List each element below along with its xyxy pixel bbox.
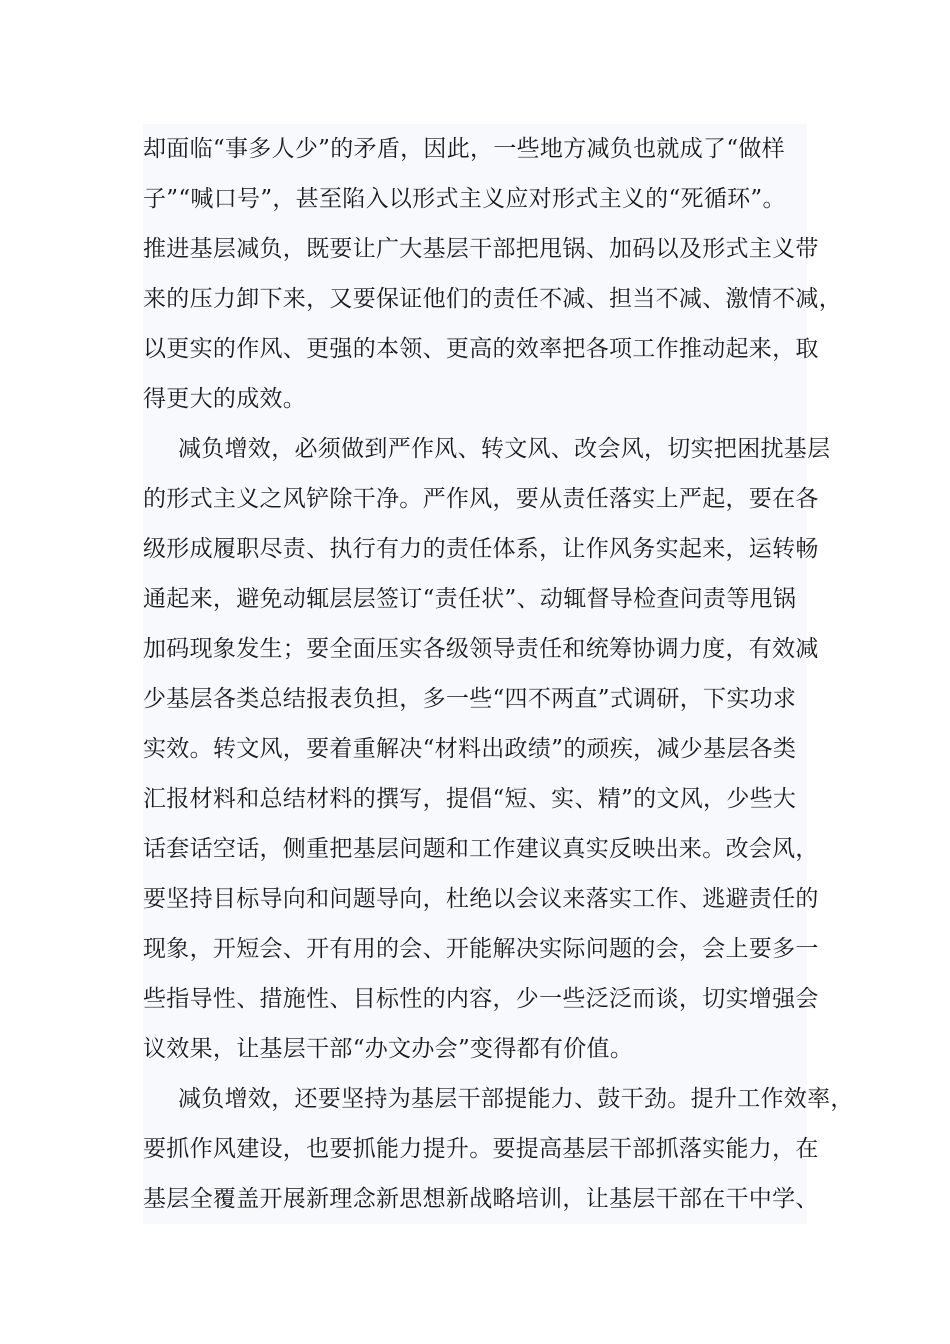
- text-line: 的形式主义之风铲除干净。严作风，要从责任落实上严起，要在各: [143, 486, 819, 512]
- text-line: 实效。转文风，要着重解决“材料出政绩”的顽疾，减少基层各类: [143, 736, 797, 762]
- text-line: 议效果，让基层干部“办文办会”变得都有价值。: [143, 1036, 634, 1062]
- text-line: 加码现象发生；要全面压实各级领导责任和统筹协调力度，有效减: [143, 636, 819, 662]
- text-line: 来的压力卸下来，又要保证他们的责任不减、担当不减、激情不减，: [143, 286, 842, 312]
- text-line: 话套话空话，侧重把基层问题和工作建议真实反映出来。改会风，: [143, 836, 819, 862]
- text-line: 通起来，避免动辄层层签订“责任状”、动辄督导检查问责等甩锅: [143, 586, 797, 612]
- text-line: 级形成履职尽责、执行有力的责任体系，让作风务实起来，运转畅: [143, 536, 819, 562]
- text-line: 减负增效，必须做到严作风、转文风、改会风，切实把困扰基层: [178, 436, 831, 462]
- text-line: 要坚持目标导向和问题导向，杜绝以会议来落实工作、逃避责任的: [143, 886, 819, 912]
- text-line: 得更大的成效。: [143, 386, 307, 412]
- text-line: 减负增效，还要坚持为基层干部提能力、鼓干劲。提升工作效率，: [178, 1086, 854, 1112]
- text-line: 现象，开短会、开有用的会、开能解决实际问题的会，会上要多一: [143, 936, 819, 962]
- text-line: 些指导性、措施性、目标性的内容，少一些泛泛而谈，切实增强会: [143, 986, 819, 1012]
- text-line: 要抓作风建设，也要抓能力提升。要提高基层干部抓落实能力，在: [143, 1136, 819, 1162]
- text-line: 以更实的作风、更强的本领、更高的效率把各项工作推动起来，取: [143, 336, 819, 362]
- text-line: 基层全覆盖开展新理念新思想新战略培训，让基层干部在干中学、: [143, 1186, 819, 1212]
- text-line: 子”“喊口号”，甚至陷入以形式主义应对形式主义的“死循环”。: [143, 186, 786, 212]
- text-line: 少基层各类总结报表负担，多一些“四不两直”式调研，下实功求: [143, 686, 797, 712]
- document-body: [143, 124, 854, 1224]
- text-line: 推进基层减负，既要让广大基层干部把甩锅、加码以及形式主义带: [143, 236, 819, 262]
- text-line: 却面临“事多人少”的矛盾，因此，一些地方减负也就成了“做样: [143, 136, 785, 162]
- text-line: 汇报材料和总结材料的撰写，提倡“短、实、精”的文风，少些大: [143, 786, 797, 812]
